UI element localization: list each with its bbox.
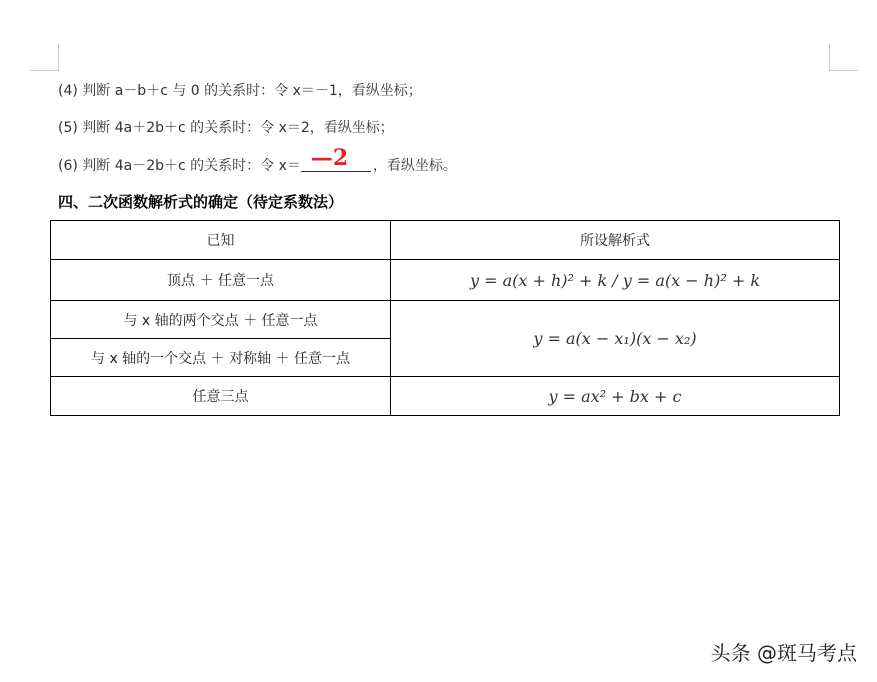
header-formula: 所设解析式 [391,221,840,260]
condition-6-prefix: (6) 判断 4a－2b＋c 的关系时：令 x＝ [58,158,301,174]
answer-blank [301,145,371,172]
formula-vertex: y = a(x + h)² + k / y = a(x − h)² + k [391,260,840,301]
known-two-intercepts: 与 x 轴的两个交点 ＋ 任意一点 [51,301,391,339]
known-one-intercept-axis: 与 x 轴的一个交点 ＋ 对称轴 ＋ 任意一点 [51,339,391,377]
analytic-formula-table [50,220,840,416]
formula-intercepts: y = a(x − x₁)(x − x₂) [391,301,840,377]
answer-handwritten: —2 [310,145,349,171]
crop-mark-right-horizontal [829,70,858,71]
known-vertex: 顶点 ＋ 任意一点 [51,260,391,301]
table-header-row [51,221,840,260]
table-row [51,260,840,301]
crop-mark-left-vertical [58,44,59,70]
section-heading: 四、二次函数解析式的确定（待定系数法） [58,193,344,211]
condition-line-4: (4) 判断 a－b＋c 与 0 的关系时：令 x＝－1，看纵坐标； [58,83,422,99]
formula-general: y = ax² + bx + c [391,377,840,416]
table-row [51,301,840,339]
condition-line-5: (5) 判断 4a＋2b＋c 的关系时：令 x＝2，看纵坐标； [58,120,394,136]
crop-mark-right-vertical [829,44,830,70]
condition-6-suffix: ，看纵坐标。 [372,158,457,174]
watermark: 头条 @斑马考点 [710,641,857,665]
condition-line-6 [58,145,457,175]
known-three-points: 任意三点 [51,377,391,416]
table-row [51,377,840,416]
header-known: 已知 [51,221,391,260]
crop-mark-left-horizontal [30,70,59,71]
